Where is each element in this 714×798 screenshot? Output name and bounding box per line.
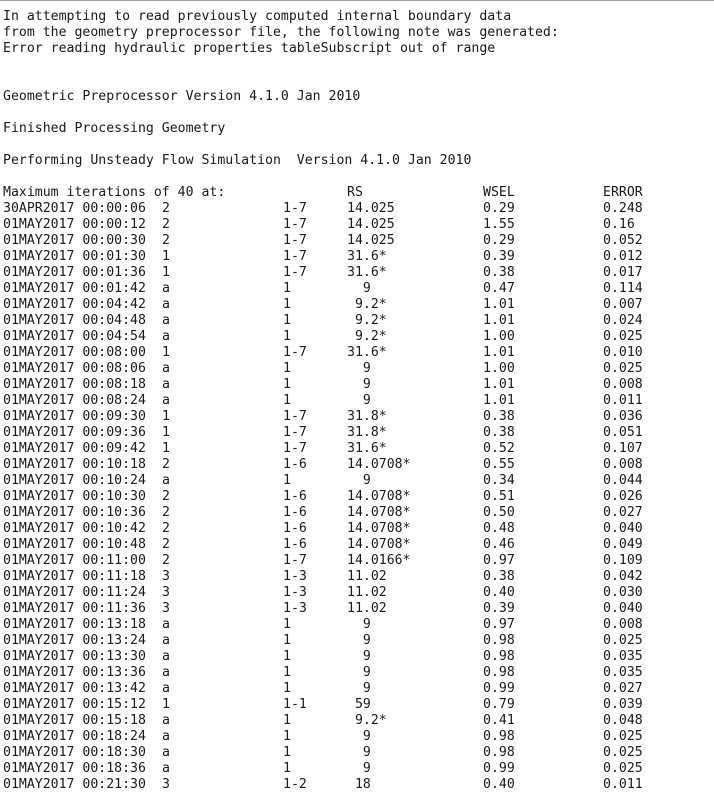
row-rs: 9.2*: [347, 329, 387, 344]
row-flag: 3: [162, 601, 170, 616]
row-reach: 1-3: [283, 601, 307, 616]
row-wsel: 0.48: [483, 521, 515, 536]
table-row: [0, 345, 714, 361]
row-flag: 1: [162, 249, 170, 264]
row-error: 0.051: [603, 425, 643, 440]
row-rs: 9: [347, 473, 371, 488]
row-error: 0.114: [603, 281, 643, 296]
row-reach: 1: [283, 681, 291, 696]
row-flag: a: [162, 313, 170, 328]
row-flag: a: [162, 281, 170, 296]
table-row: [0, 297, 714, 313]
row-rs: 9: [347, 617, 371, 632]
table-row: [0, 361, 714, 377]
row-rs: 9: [347, 281, 371, 296]
row-wsel: 1.01: [483, 345, 515, 360]
row-error: 0.026: [603, 489, 643, 504]
table-row: [0, 745, 714, 761]
row-wsel: 0.38: [483, 409, 515, 424]
row-wsel: 0.98: [483, 729, 515, 744]
row-reach: 1-7: [283, 233, 307, 248]
row-error: 0.007: [603, 297, 643, 312]
row-datetime: 01MAY2017 00:04:48: [3, 313, 146, 328]
row-reach: 1: [283, 633, 291, 648]
row-rs: 18: [347, 777, 371, 792]
row-error: 0.008: [603, 617, 643, 632]
row-error: 0.025: [603, 329, 643, 344]
row-error: 0.040: [603, 521, 643, 536]
row-reach: 1: [283, 665, 291, 680]
row-rs: 9: [347, 377, 371, 392]
row-flag: 2: [162, 521, 170, 536]
table-row: [0, 617, 714, 633]
row-wsel: 0.79: [483, 697, 515, 712]
row-error: 0.011: [603, 393, 643, 408]
simulation-version-line: Performing Unsteady Flow Simulation Version 4.1.0 Jan 2010: [3, 153, 472, 168]
row-rs: 14.0708*: [347, 521, 411, 536]
table-row: [0, 777, 714, 793]
row-error: 0.025: [603, 729, 643, 744]
row-reach: 1: [283, 313, 291, 328]
header-max-iterations-label: Maximum iterations of 40 at:: [3, 185, 226, 200]
row-error: 0.011: [603, 777, 643, 792]
row-rs: 11.02: [347, 585, 387, 600]
table-row: [0, 553, 714, 569]
row-reach: 1: [283, 393, 291, 408]
row-rs: 9.2*: [347, 713, 387, 728]
row-reach: 1-6: [283, 537, 307, 552]
row-reach: 1: [283, 329, 291, 344]
row-reach: 1-7: [283, 409, 307, 424]
row-rs: 31.6*: [347, 441, 387, 456]
row-error: 0.008: [603, 377, 643, 392]
note-line-2: from the geometry preprocessor file, the following note was generated:: [3, 25, 559, 40]
row-rs: 9: [347, 761, 371, 776]
row-wsel: 0.98: [483, 633, 515, 648]
row-wsel: 1.01: [483, 393, 515, 408]
row-wsel: 0.47: [483, 281, 515, 296]
row-datetime: 01MAY2017 00:08:06: [3, 361, 146, 376]
row-flag: 1: [162, 265, 170, 280]
row-datetime: 01MAY2017 00:10:36: [3, 505, 146, 520]
row-flag: a: [162, 297, 170, 312]
table-row: [0, 393, 714, 409]
row-error: 0.036: [603, 409, 643, 424]
note-line-1: In attempting to read previously computed internal boundary data: [3, 9, 512, 24]
row-error: 0.008: [603, 457, 643, 472]
row-flag: a: [162, 329, 170, 344]
row-datetime: 01MAY2017 00:10:18: [3, 457, 146, 472]
row-datetime: 01MAY2017 00:11:18: [3, 569, 146, 584]
row-reach: 1: [283, 297, 291, 312]
row-datetime: 01MAY2017 00:08:00: [3, 345, 146, 360]
table-row: [0, 217, 714, 233]
row-datetime: 30APR2017 00:00:06: [3, 201, 146, 216]
row-rs: 14.0708*: [347, 537, 411, 552]
row-rs: 9: [347, 649, 371, 664]
row-datetime: 01MAY2017 00:11:24: [3, 585, 146, 600]
row-flag: 2: [162, 505, 170, 520]
row-wsel: 1.01: [483, 313, 515, 328]
table-row: [0, 505, 714, 521]
table-row: [0, 633, 714, 649]
table-row: [0, 329, 714, 345]
row-reach: 1-6: [283, 505, 307, 520]
row-reach: 1: [283, 649, 291, 664]
row-reach: 1-6: [283, 521, 307, 536]
row-datetime: 01MAY2017 00:09:36: [3, 425, 146, 440]
row-reach: 1-7: [283, 249, 307, 264]
row-wsel: 0.99: [483, 761, 515, 776]
table-row: [0, 313, 714, 329]
row-wsel: 0.52: [483, 441, 515, 456]
row-datetime: 01MAY2017 00:13:30: [3, 649, 146, 664]
row-wsel: 0.34: [483, 473, 515, 488]
row-rs: 14.0708*: [347, 457, 411, 472]
row-flag: 1: [162, 409, 170, 424]
row-wsel: 0.51: [483, 489, 515, 504]
row-flag: 1: [162, 697, 170, 712]
row-reach: 1: [283, 281, 291, 296]
row-rs: 9: [347, 729, 371, 744]
table-row: [0, 457, 714, 473]
row-datetime: 01MAY2017 00:08:24: [3, 393, 146, 408]
row-rs: 14.0708*: [347, 505, 411, 520]
row-reach: 1: [283, 377, 291, 392]
row-error: 0.109: [603, 553, 643, 568]
row-datetime: 01MAY2017 00:10:30: [3, 489, 146, 504]
row-error: 0.040: [603, 601, 643, 616]
row-reach: 1-1: [283, 697, 307, 712]
row-datetime: 01MAY2017 00:00:12: [3, 217, 146, 232]
row-wsel: 0.46: [483, 537, 515, 552]
row-datetime: 01MAY2017 00:18:30: [3, 745, 146, 760]
table-row: [0, 761, 714, 777]
table-row: [0, 281, 714, 297]
row-flag: 2: [162, 537, 170, 552]
row-error: 0.044: [603, 473, 643, 488]
row-flag: a: [162, 361, 170, 376]
row-datetime: 01MAY2017 00:00:30: [3, 233, 146, 248]
header-error: ERROR: [603, 185, 643, 200]
row-flag: a: [162, 377, 170, 392]
row-datetime: 01MAY2017 00:13:42: [3, 681, 146, 696]
row-flag: a: [162, 649, 170, 664]
row-flag: a: [162, 617, 170, 632]
table-row: [0, 409, 714, 425]
row-datetime: 01MAY2017 00:09:30: [3, 409, 146, 424]
table-row: [0, 713, 714, 729]
row-error: 0.049: [603, 537, 643, 552]
table-row: [0, 233, 714, 249]
row-wsel: 0.41: [483, 713, 515, 728]
table-row: [0, 729, 714, 745]
row-reach: 1: [283, 745, 291, 760]
row-error: 0.16: [603, 217, 635, 232]
row-wsel: 0.40: [483, 585, 515, 600]
row-reach: 1-7: [283, 201, 307, 216]
row-datetime: 01MAY2017 00:21:30: [3, 777, 146, 792]
row-rs: 14.0708*: [347, 489, 411, 504]
row-wsel: 0.55: [483, 457, 515, 472]
row-reach: 1: [283, 713, 291, 728]
row-error: 0.035: [603, 649, 643, 664]
row-datetime: 01MAY2017 00:13:18: [3, 617, 146, 632]
row-reach: 1-7: [283, 345, 307, 360]
row-datetime: 01MAY2017 00:01:36: [3, 265, 146, 280]
row-datetime: 01MAY2017 00:13:36: [3, 665, 146, 680]
row-reach: 1-7: [283, 425, 307, 440]
table-row: [0, 601, 714, 617]
row-wsel: 0.40: [483, 777, 515, 792]
row-flag: 1: [162, 345, 170, 360]
table-row: [0, 489, 714, 505]
row-wsel: 0.38: [483, 425, 515, 440]
row-datetime: 01MAY2017 00:08:18: [3, 377, 146, 392]
row-flag: 3: [162, 569, 170, 584]
row-reach: 1-3: [283, 585, 307, 600]
row-datetime: 01MAY2017 00:13:24: [3, 633, 146, 648]
row-flag: a: [162, 393, 170, 408]
row-flag: a: [162, 745, 170, 760]
row-error: 0.025: [603, 361, 643, 376]
row-error: 0.025: [603, 633, 643, 648]
computation-log-view[interactable]: [0, 1, 714, 798]
row-flag: 2: [162, 201, 170, 216]
row-error: 0.012: [603, 249, 643, 264]
table-row: [0, 697, 714, 713]
table-row: [0, 537, 714, 553]
table-row: [0, 377, 714, 393]
row-datetime: 01MAY2017 00:04:42: [3, 297, 146, 312]
row-error: 0.042: [603, 569, 643, 584]
row-rs: 11.02: [347, 601, 387, 616]
row-rs: 9: [347, 665, 371, 680]
row-rs: 14.025: [347, 217, 395, 232]
row-reach: 1-7: [283, 441, 307, 456]
row-reach: 1-3: [283, 569, 307, 584]
row-wsel: 0.98: [483, 649, 515, 664]
row-datetime: 01MAY2017 00:18:36: [3, 761, 146, 776]
row-flag: 2: [162, 233, 170, 248]
row-rs: 9: [347, 681, 371, 696]
row-datetime: 01MAY2017 00:18:24: [3, 729, 146, 744]
row-reach: 1: [283, 761, 291, 776]
row-reach: 1: [283, 473, 291, 488]
row-flag: 2: [162, 489, 170, 504]
header-wsel: WSEL: [483, 185, 515, 200]
row-error: 0.248: [603, 201, 643, 216]
row-rs: 14.025: [347, 233, 395, 248]
row-error: 0.025: [603, 761, 643, 776]
row-flag: 2: [162, 553, 170, 568]
row-datetime: 01MAY2017 00:01:42: [3, 281, 146, 296]
row-error: 0.039: [603, 697, 643, 712]
row-reach: 1: [283, 729, 291, 744]
row-flag: 2: [162, 217, 170, 232]
row-error: 0.027: [603, 505, 643, 520]
row-wsel: 1.55: [483, 217, 515, 232]
row-rs: 9.2*: [347, 297, 387, 312]
table-row: [0, 521, 714, 537]
row-wsel: 0.39: [483, 601, 515, 616]
row-reach: 1-6: [283, 489, 307, 504]
row-flag: a: [162, 633, 170, 648]
row-datetime: 01MAY2017 00:11:00: [3, 553, 146, 568]
row-datetime: 01MAY2017 00:15:12: [3, 697, 146, 712]
row-flag: 1: [162, 425, 170, 440]
row-datetime: 01MAY2017 00:15:18: [3, 713, 146, 728]
row-wsel: 1.01: [483, 297, 515, 312]
iterations-table-header: [0, 185, 714, 201]
row-rs: 11.02: [347, 569, 387, 584]
preprocessor-version-line: Geometric Preprocessor Version 4.1.0 Jan 2010: [3, 89, 361, 104]
table-row: [0, 665, 714, 681]
row-flag: a: [162, 473, 170, 488]
row-reach: 1-6: [283, 457, 307, 472]
row-wsel: 0.38: [483, 265, 515, 280]
row-flag: 3: [162, 777, 170, 792]
row-error: 0.052: [603, 233, 643, 248]
table-row: [0, 569, 714, 585]
row-reach: 1-7: [283, 553, 307, 568]
row-rs: 31.6*: [347, 345, 387, 360]
row-rs: 14.025: [347, 201, 395, 216]
row-error: 0.027: [603, 681, 643, 696]
row-datetime: 01MAY2017 00:10:24: [3, 473, 146, 488]
row-rs: 9.2*: [347, 313, 387, 328]
row-flag: a: [162, 681, 170, 696]
table-row: [0, 249, 714, 265]
row-wsel: 0.29: [483, 201, 515, 216]
row-rs: 9: [347, 393, 371, 408]
row-error: 0.010: [603, 345, 643, 360]
row-wsel: 1.00: [483, 329, 515, 344]
row-error: 0.017: [603, 265, 643, 280]
row-rs: 31.8*: [347, 409, 387, 424]
row-wsel: 0.38: [483, 569, 515, 584]
row-flag: 3: [162, 585, 170, 600]
row-wsel: 0.98: [483, 745, 515, 760]
row-error: 0.107: [603, 441, 643, 456]
row-flag: a: [162, 729, 170, 744]
geometry-finished-line: Finished Processing Geometry: [3, 121, 226, 136]
row-rs: 9: [347, 361, 371, 376]
row-wsel: 0.39: [483, 249, 515, 264]
row-datetime: 01MAY2017 00:09:42: [3, 441, 146, 456]
row-reach: 1-7: [283, 217, 307, 232]
table-row: [0, 425, 714, 441]
row-wsel: 0.99: [483, 681, 515, 696]
row-error: 0.024: [603, 313, 643, 328]
row-rs: 9: [347, 745, 371, 760]
row-datetime: 01MAY2017 00:10:48: [3, 537, 146, 552]
row-rs: 9: [347, 633, 371, 648]
row-rs: 31.6*: [347, 249, 387, 264]
row-flag: a: [162, 761, 170, 776]
row-rs: 31.6*: [347, 265, 387, 280]
row-wsel: 1.00: [483, 361, 515, 376]
row-reach: 1-2: [283, 777, 307, 792]
row-error: 0.030: [603, 585, 643, 600]
row-rs: 14.0166*: [347, 553, 411, 568]
table-row: [0, 649, 714, 665]
row-error: 0.048: [603, 713, 643, 728]
row-wsel: 0.98: [483, 665, 515, 680]
row-error: 0.025: [603, 745, 643, 760]
table-row: [0, 265, 714, 281]
row-rs: 31.8*: [347, 425, 387, 440]
row-rs: 59: [347, 697, 371, 712]
error-line: Error reading hydraulic properties tableSubscript out of range: [3, 41, 496, 56]
row-flag: 1: [162, 441, 170, 456]
table-row: [0, 201, 714, 217]
row-datetime: 01MAY2017 00:04:54: [3, 329, 146, 344]
row-reach: 1: [283, 617, 291, 632]
row-wsel: 1.01: [483, 377, 515, 392]
row-wsel: 0.29: [483, 233, 515, 248]
row-flag: a: [162, 713, 170, 728]
row-reach: 1: [283, 361, 291, 376]
table-row: [0, 681, 714, 697]
row-datetime: 01MAY2017 00:10:42: [3, 521, 146, 536]
table-row: [0, 473, 714, 489]
table-row: [0, 585, 714, 601]
row-wsel: 0.50: [483, 505, 515, 520]
row-flag: a: [162, 665, 170, 680]
row-error: 0.035: [603, 665, 643, 680]
table-row: [0, 441, 714, 457]
row-datetime: 01MAY2017 00:01:30: [3, 249, 146, 264]
row-flag: 2: [162, 457, 170, 472]
header-rs: RS: [347, 185, 363, 200]
row-wsel: 0.97: [483, 617, 515, 632]
row-reach: 1-7: [283, 265, 307, 280]
row-wsel: 0.97: [483, 553, 515, 568]
row-datetime: 01MAY2017 00:11:36: [3, 601, 146, 616]
